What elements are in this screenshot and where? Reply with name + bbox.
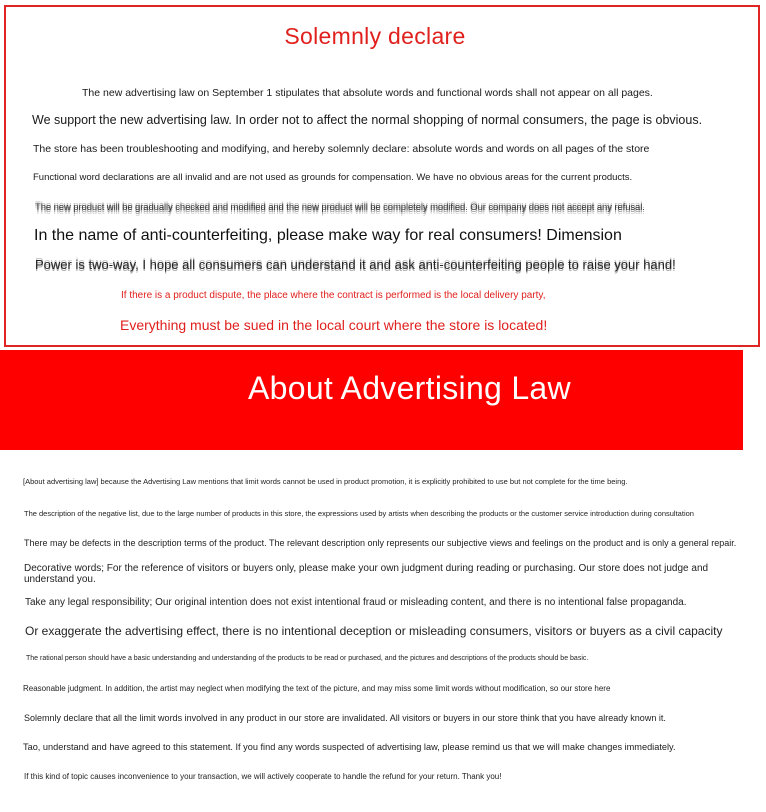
law-line: The description of the negative list, due to the large number of products in this store, the expressions used by artists when describing the products or the customer service introduction during consultation	[24, 509, 694, 518]
declaration-line-large: In the name of anti-counterfeiting, please make way for real consumers! Dimension	[34, 227, 622, 244]
law-line: Decorative words; For the reference of visitors or buyers only, please make your own judgment during reading or purchasing. Our store does not judge and understand you.	[24, 563, 709, 585]
law-line: Reasonable judgment. In addition, the artist may neglect when modifying the text of the picture, and may miss some limit words without modification, so our store here	[23, 684, 611, 693]
law-line: Or exaggerate the advertising effect, there is no intentional deception or misleading consumers, visitors or buyers as a civil capacity	[25, 624, 723, 638]
law-line: [About advertising law] because the Advertising Law mentions that limit words cannot be used in product promotion, it is explicitly prohibited to use but not complete for the time being.	[23, 477, 628, 486]
advertising-law-banner	[0, 350, 743, 450]
declaration-title: Solemnly declare	[284, 23, 466, 49]
declaration-line: The new advertising law on September 1 stipulates that absolute words and functional words shall not appear on all pages.	[82, 87, 653, 99]
law-line: If this kind of topic causes inconvenience to your transaction, we will actively cooperate to handle the refund for your return. Thank you!	[24, 772, 502, 781]
law-line: There may be defects in the description terms of the product. The relevant description only represents our subjective views and feelings on the product and is only a general repair.	[24, 538, 737, 548]
banner-title: About Advertising Law	[248, 370, 571, 406]
declaration-court-note: Everything must be sued in the local court where the store is located!	[120, 317, 548, 333]
law-line: Tao, understand and have agreed to this statement. If you find any words suspected of advertising law, please remind us that we will make changes immediately.	[23, 742, 676, 752]
declaration-line: Functional word declarations are all invalid and are not used as grounds for compensation. We have no obvious areas for the current products.	[33, 172, 633, 183]
advertising-law-section	[0, 450, 766, 812]
declaration-line-distorted: The new product will be gradually checked and modified and the new product will be completely modified. Our company does not accept any refusal.	[35, 202, 645, 213]
declaration-line-distorted: Power is two-way, I hope all consumers can understand it and ask anti-counterfeiting people to raise your hand!	[35, 257, 676, 272]
law-line: Solemnly declare that all the limit words involved in any product in our store are invalidated. All visitors or buyers in our store think that you have already known it.	[24, 713, 666, 723]
declaration-line: We support the new advertising law. In order not to affect the normal shopping of normal consumers, the page is obvious.	[32, 113, 703, 127]
law-line: Take any legal responsibility; Our original intention does not exist intentional fraud or misleading content, and there is no intentional false propaganda.	[25, 597, 687, 608]
declaration-dispute-note: If there is a product dispute, the place where the contract is performed is the local delivery party,	[121, 290, 546, 301]
law-line: The rational person should have a basic understanding and understanding of the products to be read or purchased, and the pictures and descriptions of the products should be basic.	[26, 655, 589, 662]
declaration-line: The store has been troubleshooting and modifying, and hereby solemnly declare: absolute words and words on all pages of the store	[33, 143, 650, 155]
declaration-box	[4, 5, 760, 347]
